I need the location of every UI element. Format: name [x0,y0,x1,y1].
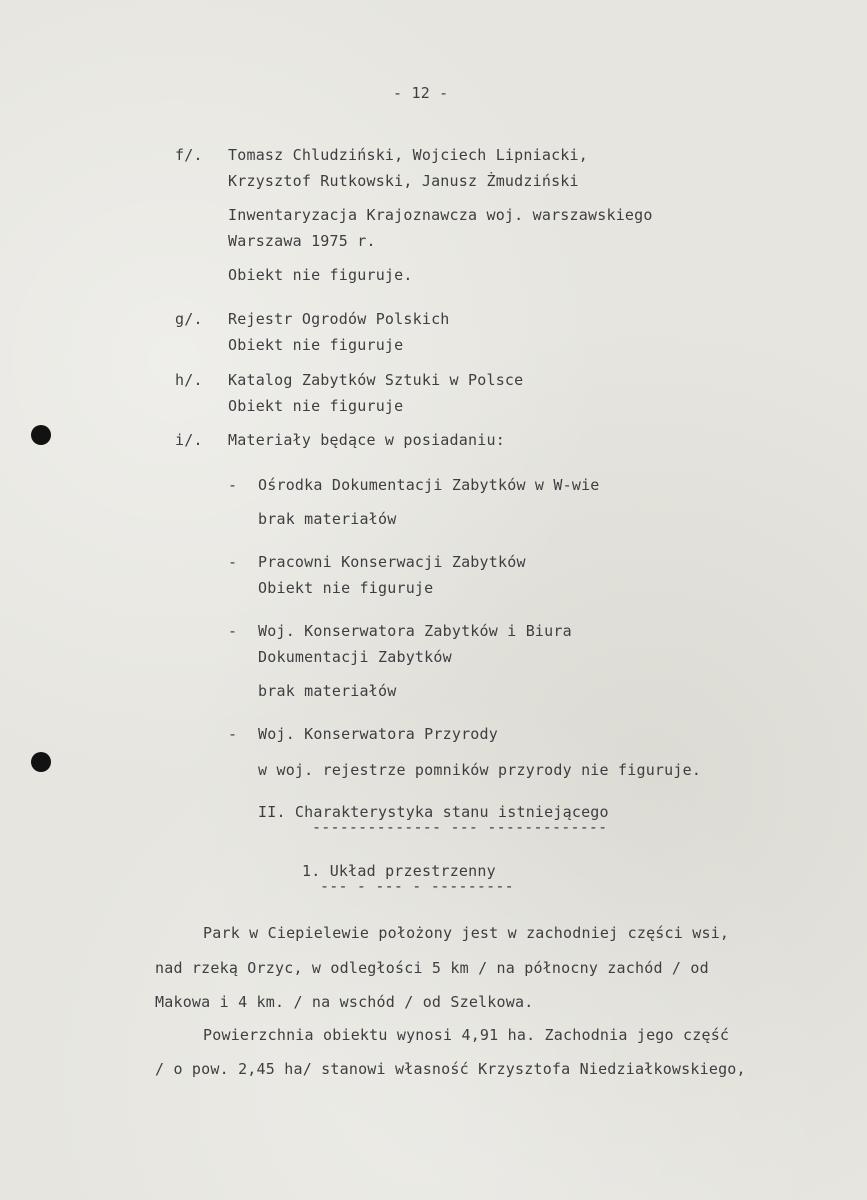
heading-subsection-1: 1. Układ przestrzenny [302,862,496,880]
heading-section-ii-underline: -------------- --- ------------- [312,818,608,836]
list-item-line: Dokumentacji Zabytków [258,648,452,666]
list-item-line: w woj. rejestrze pomników przyrody nie figuruje. [258,761,702,779]
section-g-marker: g/. [175,310,203,328]
list-item-line: brak materiałów [258,510,397,528]
list-item-dash: - [228,553,238,571]
section-f-status: Obiekt nie figuruje. [228,266,413,284]
section-f-authors-2: Krzysztof Rutkowski, Janusz Żmudziński [228,172,579,190]
section-f-place-year: Warszawa 1975 r. [228,232,376,250]
section-f-authors-1: Tomasz Chludziński, Wojciech Lipniacki, [228,146,588,164]
body-paragraph-line: / o pow. 2,45 ha/ stanowi własność Krzysztofa Niedziałkowskiego, [155,1060,746,1078]
binder-hole-bottom [31,752,51,772]
list-item-dash: - [228,476,238,494]
binder-hole-top [31,425,51,445]
list-item-line: Woj. Konserwatora Zabytków i Biura [258,622,572,640]
list-item-dash: - [228,622,238,640]
list-item-line: Ośrodka Dokumentacji Zabytków w W-wie [258,476,600,494]
section-f-title: Inwentaryzacja Krajoznawcza woj. warszawskiego [228,206,653,224]
body-paragraph-line: Powierzchnia obiektu wynosi 4,91 ha. Zachodnia jego część [203,1026,730,1044]
heading-subsection-1-underline: --- - --- - --------- [320,877,514,895]
body-paragraph-line: nad rzeką Orzyc, w odległości 5 km / na północny zachód / od [155,959,709,977]
section-f-marker: f/. [175,146,203,164]
heading-section-ii: II. Charakterystyka stanu istniejącego [258,803,609,821]
list-item-line: brak materiałów [258,682,397,700]
body-paragraph-line: Park w Ciepielewie położony jest w zachodniej części wsi, [203,924,730,942]
page-number: - 12 - [393,84,449,102]
section-h-status: Obiekt nie figuruje [228,397,404,415]
list-item-line: Woj. Konserwatora Przyrody [258,725,498,743]
list-item-dash: - [228,725,238,743]
section-h-title: Katalog Zabytków Sztuki w Polsce [228,371,524,389]
body-paragraph-line: Makowa i 4 km. / na wschód / od Szelkowa. [155,993,534,1011]
list-item-line: Obiekt nie figuruje [258,579,434,597]
list-item-line: Pracowni Konserwacji Zabytków [258,553,526,571]
section-g-title: Rejestr Ogrodów Polskich [228,310,450,328]
section-i-marker: i/. [175,431,203,449]
section-i-title: Materiały będące w posiadaniu: [228,431,505,449]
section-g-status: Obiekt nie figuruje [228,336,404,354]
section-h-marker: h/. [175,371,203,389]
